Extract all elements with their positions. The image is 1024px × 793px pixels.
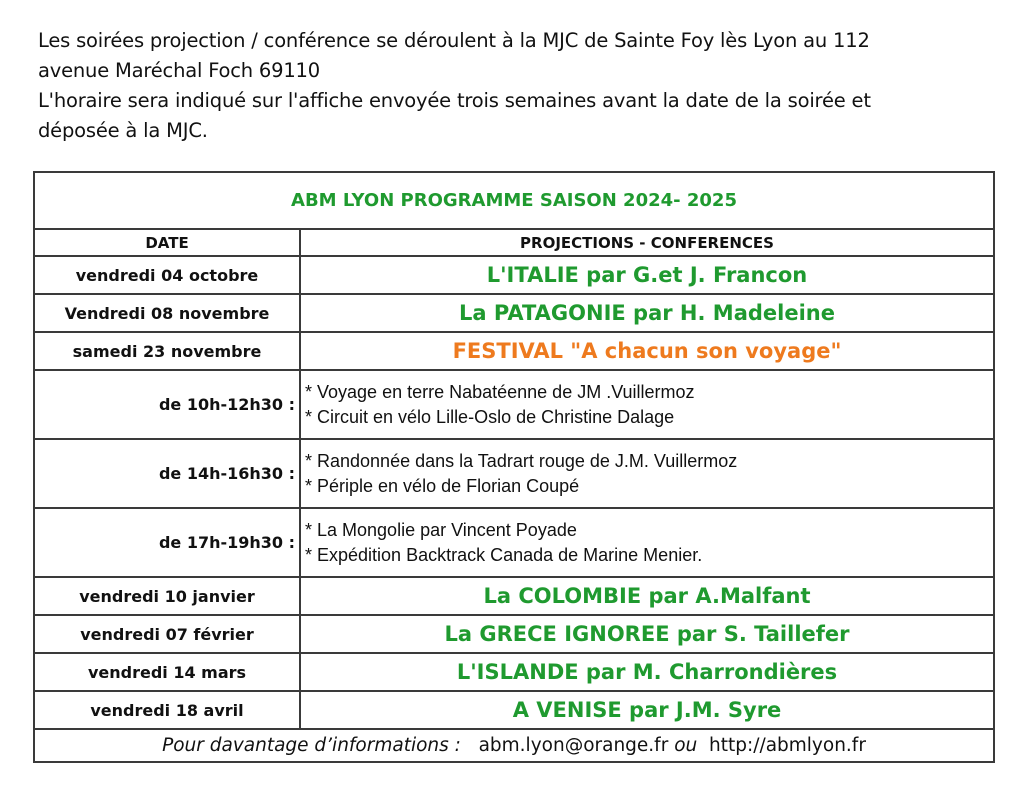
slot-item: * Randonnée dans la Tadrart rouge de J.M. Vuillermoz <box>305 450 738 471</box>
festival-slot-row <box>34 439 994 508</box>
slot-item: * Expédition Backtrack Canada de Marine Menier. <box>305 544 703 565</box>
event-date: samedi 23 novembre <box>34 332 300 370</box>
website-link[interactable]: http://abmlyon.fr <box>709 735 866 756</box>
festival-title: FESTIVAL "A chacun son voyage" <box>300 332 994 370</box>
intro-line: avenue Maréchal Foch 69110 <box>38 59 320 82</box>
festival-slot-row <box>34 370 994 439</box>
festival-slot-row <box>34 508 994 577</box>
event-title: A VENISE par J.M. Syre <box>300 691 994 729</box>
table-row <box>34 332 994 370</box>
slot-item: * Circuit en vélo Lille-Oslo de Christine Dalage <box>305 406 675 427</box>
slot-item: * La Mongolie par Vincent Poyade <box>305 519 577 540</box>
footer-lead: Pour davantage d’informations : <box>162 735 461 756</box>
contact-email[interactable]: abm.lyon@orange.fr <box>478 735 669 756</box>
intro-line: Les soirées projection / conférence se déroulent à la MJC de Sainte Foy lès Lyon au 112 <box>38 29 870 52</box>
table-row <box>34 615 994 653</box>
table-row <box>34 691 994 729</box>
info-footer <box>34 729 994 762</box>
intro-paragraph <box>38 26 998 146</box>
table-row <box>34 294 994 332</box>
event-date: Vendredi 08 novembre <box>34 294 300 332</box>
slot-items <box>300 370 994 439</box>
date-column-header: DATE <box>34 229 300 256</box>
slot-time: de 10h-12h30 : <box>34 370 300 439</box>
event-date: vendredi 04 octobre <box>34 256 300 294</box>
slot-time: de 17h-19h30 : <box>34 508 300 577</box>
table-row <box>34 256 994 294</box>
event-title: La GRECE IGNOREE par S. Taillefer <box>300 615 994 653</box>
program-title: ABM LYON PROGRAMME SAISON 2024- 2025 <box>34 172 994 229</box>
slot-time: de 14h-16h30 : <box>34 439 300 508</box>
event-title: La COLOMBIE par A.Malfant <box>300 577 994 615</box>
table-row <box>34 577 994 615</box>
event-date: vendredi 10 janvier <box>34 577 300 615</box>
event-date: vendredi 07 février <box>34 615 300 653</box>
slot-items <box>300 439 994 508</box>
table-row <box>34 653 994 691</box>
program-table <box>33 171 995 763</box>
slot-items <box>300 508 994 577</box>
event-title: L'ISLANDE par M. Charrondières <box>300 653 994 691</box>
intro-line: L'horaire sera indiqué sur l'affiche envoyée trois semaines avant la date de la soirée et <box>38 89 871 112</box>
event-date: vendredi 18 avril <box>34 691 300 729</box>
slot-item: * Périple en vélo de Florian Coupé <box>305 475 580 496</box>
footer-or: ou <box>674 735 698 756</box>
projections-column-header: PROJECTIONS - CONFERENCES <box>300 229 994 256</box>
event-title: La PATAGONIE par H. Madeleine <box>300 294 994 332</box>
event-title: L'ITALIE par G.et J. Francon <box>300 256 994 294</box>
event-date: vendredi 14 mars <box>34 653 300 691</box>
slot-item: * Voyage en terre Nabatéenne de JM .Vuillermoz <box>305 381 695 402</box>
intro-line: déposée à la MJC. <box>38 119 208 142</box>
